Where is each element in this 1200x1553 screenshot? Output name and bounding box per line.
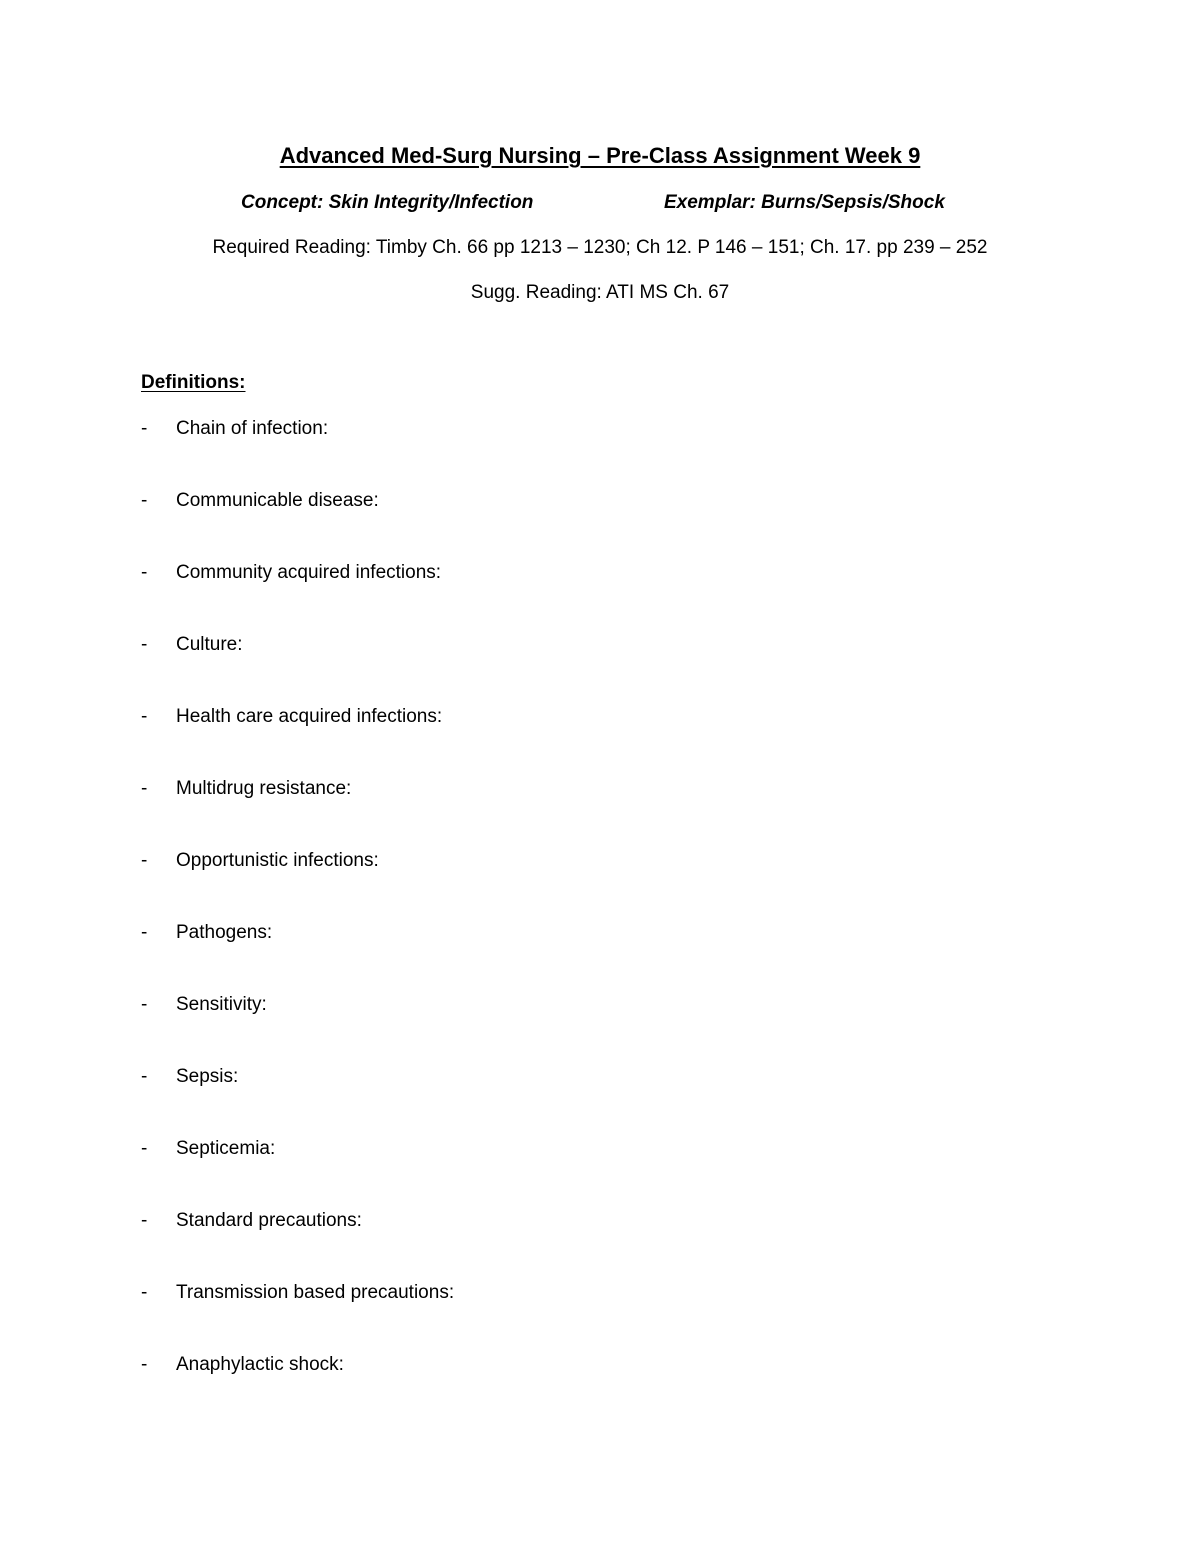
document-title: Advanced Med-Surg Nursing – Pre-Class Assignment Week 9 [279, 143, 921, 168]
definition-term: Health care acquired infections: [176, 706, 443, 727]
required-reading: Required Reading: Timby Ch. 66 pp 1213 – 1230; Ch 12. P 146 – 151; Ch. 17. pp 239 – 252 [212, 237, 988, 258]
list-dash: - [141, 1138, 148, 1159]
definition-item [141, 922, 454, 994]
list-dash: - [141, 922, 148, 943]
list-dash: - [141, 778, 148, 799]
definition-term: Sepsis: [176, 1066, 239, 1087]
definition-item [141, 1354, 454, 1426]
definitions-list [141, 418, 454, 1426]
definition-item [141, 562, 454, 634]
definition-item [141, 850, 454, 922]
suggested-reading: Sugg. Reading: ATI MS Ch. 67 [470, 282, 730, 303]
definition-term: Community acquired infections: [176, 562, 442, 583]
definition-term: Septicemia: [176, 1138, 276, 1159]
definition-item [141, 1066, 454, 1138]
list-dash: - [141, 1210, 148, 1231]
definition-term: Sensitivity: [176, 994, 267, 1015]
definition-term: Anaphylactic shock: [176, 1354, 344, 1375]
concept-label: Concept: Skin Integrity/Infection [241, 192, 534, 213]
exemplar-label: Exemplar: Burns/Sepsis/Shock [664, 192, 945, 213]
definition-item [141, 1138, 454, 1210]
definition-item [141, 706, 454, 778]
list-dash: - [141, 490, 148, 511]
list-dash: - [141, 850, 148, 871]
list-dash: - [141, 634, 148, 655]
definition-term: Opportunistic infections: [176, 850, 379, 871]
list-dash: - [141, 706, 148, 727]
list-dash: - [141, 1066, 148, 1087]
definition-item [141, 778, 454, 850]
definition-term: Transmission based precautions: [176, 1282, 455, 1303]
definition-term: Multidrug resistance: [176, 778, 352, 799]
definition-item [141, 490, 454, 562]
definition-item [141, 634, 454, 706]
definition-term: Culture: [176, 634, 243, 655]
definition-term: Chain of infection: [176, 418, 329, 439]
definition-item [141, 1210, 454, 1282]
definition-item [141, 994, 454, 1066]
list-dash: - [141, 418, 148, 439]
definition-item [141, 418, 454, 490]
list-dash: - [141, 1354, 148, 1375]
list-dash: - [141, 994, 148, 1015]
definition-term: Pathogens: [176, 922, 273, 943]
definitions-heading: Definitions: [141, 372, 246, 393]
definition-item [141, 1282, 454, 1354]
definition-term: Communicable disease: [176, 490, 379, 511]
definition-term: Standard precautions: [176, 1210, 362, 1231]
list-dash: - [141, 1282, 148, 1303]
list-dash: - [141, 562, 148, 583]
